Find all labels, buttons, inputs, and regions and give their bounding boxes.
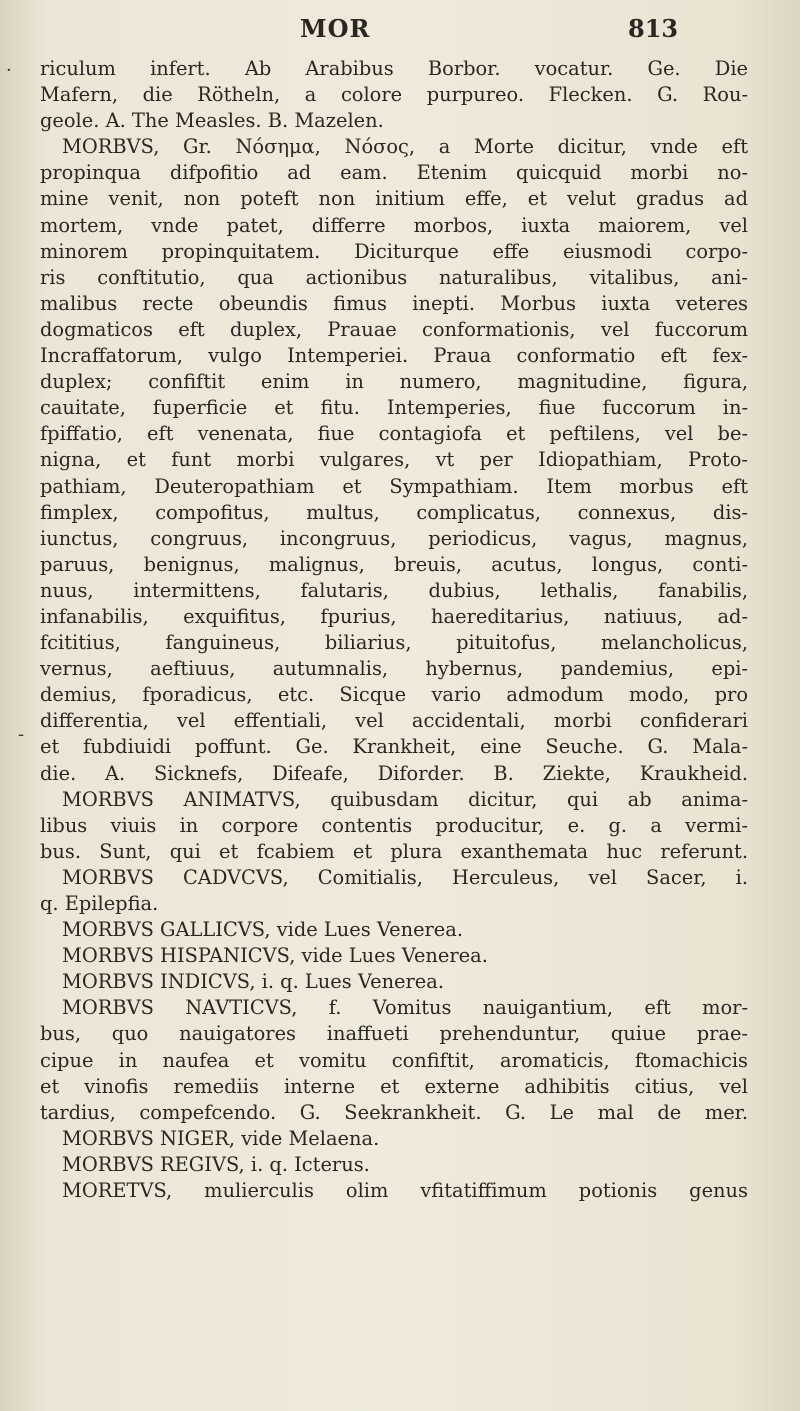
text-line: minorem propinquitatem. Diciturque effe eiusmodi corpo- <box>40 239 748 263</box>
text-line: vernus, aeftiuus, autumnalis, hybernus, pandemius, epi- <box>40 657 748 681</box>
text-line: MORETVS, mulierculis olim vfitatiffimum potionis genus <box>62 1179 748 1203</box>
page-header <box>70 10 770 54</box>
text-line: fcititius, fanguineus, biliarius, pituitofus, melancholicus, <box>40 631 748 655</box>
text-line: geole. A. The Measles. B. Mazelen. <box>40 109 384 133</box>
text-line: MORBVS NAVTICVS, f. Vomitus nauigantium, eft mor- <box>62 996 748 1020</box>
text-line: cipue in naufea et vomitu confiftit, aromaticis, ftomachicis <box>40 1048 748 1072</box>
text-line: cauitate, fuperficie et fitu. Intemperies, fiue fuccorum in- <box>40 396 748 420</box>
dictionary-text-block <box>40 56 748 1204</box>
margin-dash-mark: - <box>18 724 25 745</box>
text-line: mine venit, non poteft non initium effe, et velut gradus ad <box>40 187 748 211</box>
text-line: tardius, compefcendo. G. Seekrankheit. G. Le mal de mer. <box>40 1100 748 1124</box>
text-line: pathiam, Deuteropathiam et Sympathiam. Item morbus eft <box>40 474 748 498</box>
text-line: q. Epilepfia. <box>40 892 159 915</box>
text-line: MORBVS, Gr. Νόσημα, Νόσος, a Morte dicitur, vnde eft <box>62 135 748 159</box>
text-line: MORBVS HISPANICVS, vide Lues Venerea. <box>62 944 488 968</box>
page-number: 813 <box>628 14 679 43</box>
text-line: MORBVS NIGER, vide Melaena. <box>62 1126 380 1150</box>
text-line: Incraffatorum, vulgo Intemperiei. Praua conformatio eft fex- <box>40 344 748 368</box>
text-line: et fubdiuidi poffunt. Ge. Krankheit, eine Seuche. G. Mala- <box>40 735 748 759</box>
text-line: riculum infert. Ab Arabibus Borbor. vocatur. Ge. Die <box>40 57 748 80</box>
text-line: MORBVS ANIMATVS, quibusdam dicitur, qui ab anima- <box>62 787 748 811</box>
text-line: demius, fporadicus, etc. Sicque vario admodum modo, pro <box>40 683 748 707</box>
text-line: MORBVS REGIVS, i. q. Icterus. <box>62 1152 370 1176</box>
text-line: MORBVS INDICVS, i. q. Lues Venerea. <box>62 970 444 994</box>
text-line: iunctus, congruus, incongruus, periodicus, vagus, magnus, <box>40 526 748 550</box>
text-line: propinqua difpofitio ad eam. Etenim quicquid morbi no- <box>40 161 748 185</box>
text-line: nuus, intermittens, falutaris, dubius, lethalis, fanabilis, <box>40 578 748 602</box>
text-line: fimplex, compofitus, multus, complicatus, connexus, dis- <box>40 500 748 524</box>
text-line: duplex; confiftit enim in numero, magnitudine, figura, <box>40 370 748 394</box>
text-line: fpiffatio, eft venenata, fiue contagiofa et peftilens, vel be- <box>40 422 748 446</box>
text-line: ris conftitutio, qua actionibus naturalibus, vitalibus, ani- <box>40 265 748 289</box>
text-line: mortem, vnde patet, differre morbos, iuxta maiorem, vel <box>40 213 748 237</box>
text-line: et vinofis remediis interne et externe adhibitis citius, vel <box>40 1074 748 1098</box>
text-line: die. A. Sicknefs, Difeafe, Diforder. B. Ziekte, Kraukheid. <box>40 761 748 785</box>
text-line: infanabilis, exquifitus, fpurius, haereditarius, natiuus, ad- <box>40 604 748 628</box>
text-line: libus viuis in corpore contentis producitur, e. g. a vermi- <box>40 813 748 837</box>
text-line: paruus, benignus, malignus, breuis, acutus, longus, conti- <box>40 552 748 576</box>
text-line: MORBVS CADVCVS, Comitialis, Herculeus, vel Sacer, i. <box>62 865 748 889</box>
text-line: dogmaticos eft duplex, Prauae conformationis, vel fuccorum <box>40 317 748 341</box>
text-line: nigna, et funt morbi vulgares, vt per Idiopathiam, Proto- <box>40 448 748 472</box>
text-line: bus. Sunt, qui et fcabiem et plura exanthemata huc referunt. <box>40 839 748 863</box>
text-line: differentia, vel effentiali, vel accidentali, morbi confiderari <box>40 709 748 733</box>
running-head: MOR <box>300 14 371 43</box>
text-line: malibus recte obeundis fimus inepti. Morbus iuxta veteres <box>40 291 748 315</box>
text-line: bus, quo nauigatores inaffueti prehenduntur, quiue prae- <box>40 1022 748 1046</box>
text-line: Mafern, die Rötheln, a colore purpureo. Flecken. G. Rou- <box>40 83 748 107</box>
margin-dot-mark: · <box>6 60 12 81</box>
text-line: MORBVS GALLICVS, vide Lues Venerea. <box>62 918 464 942</box>
